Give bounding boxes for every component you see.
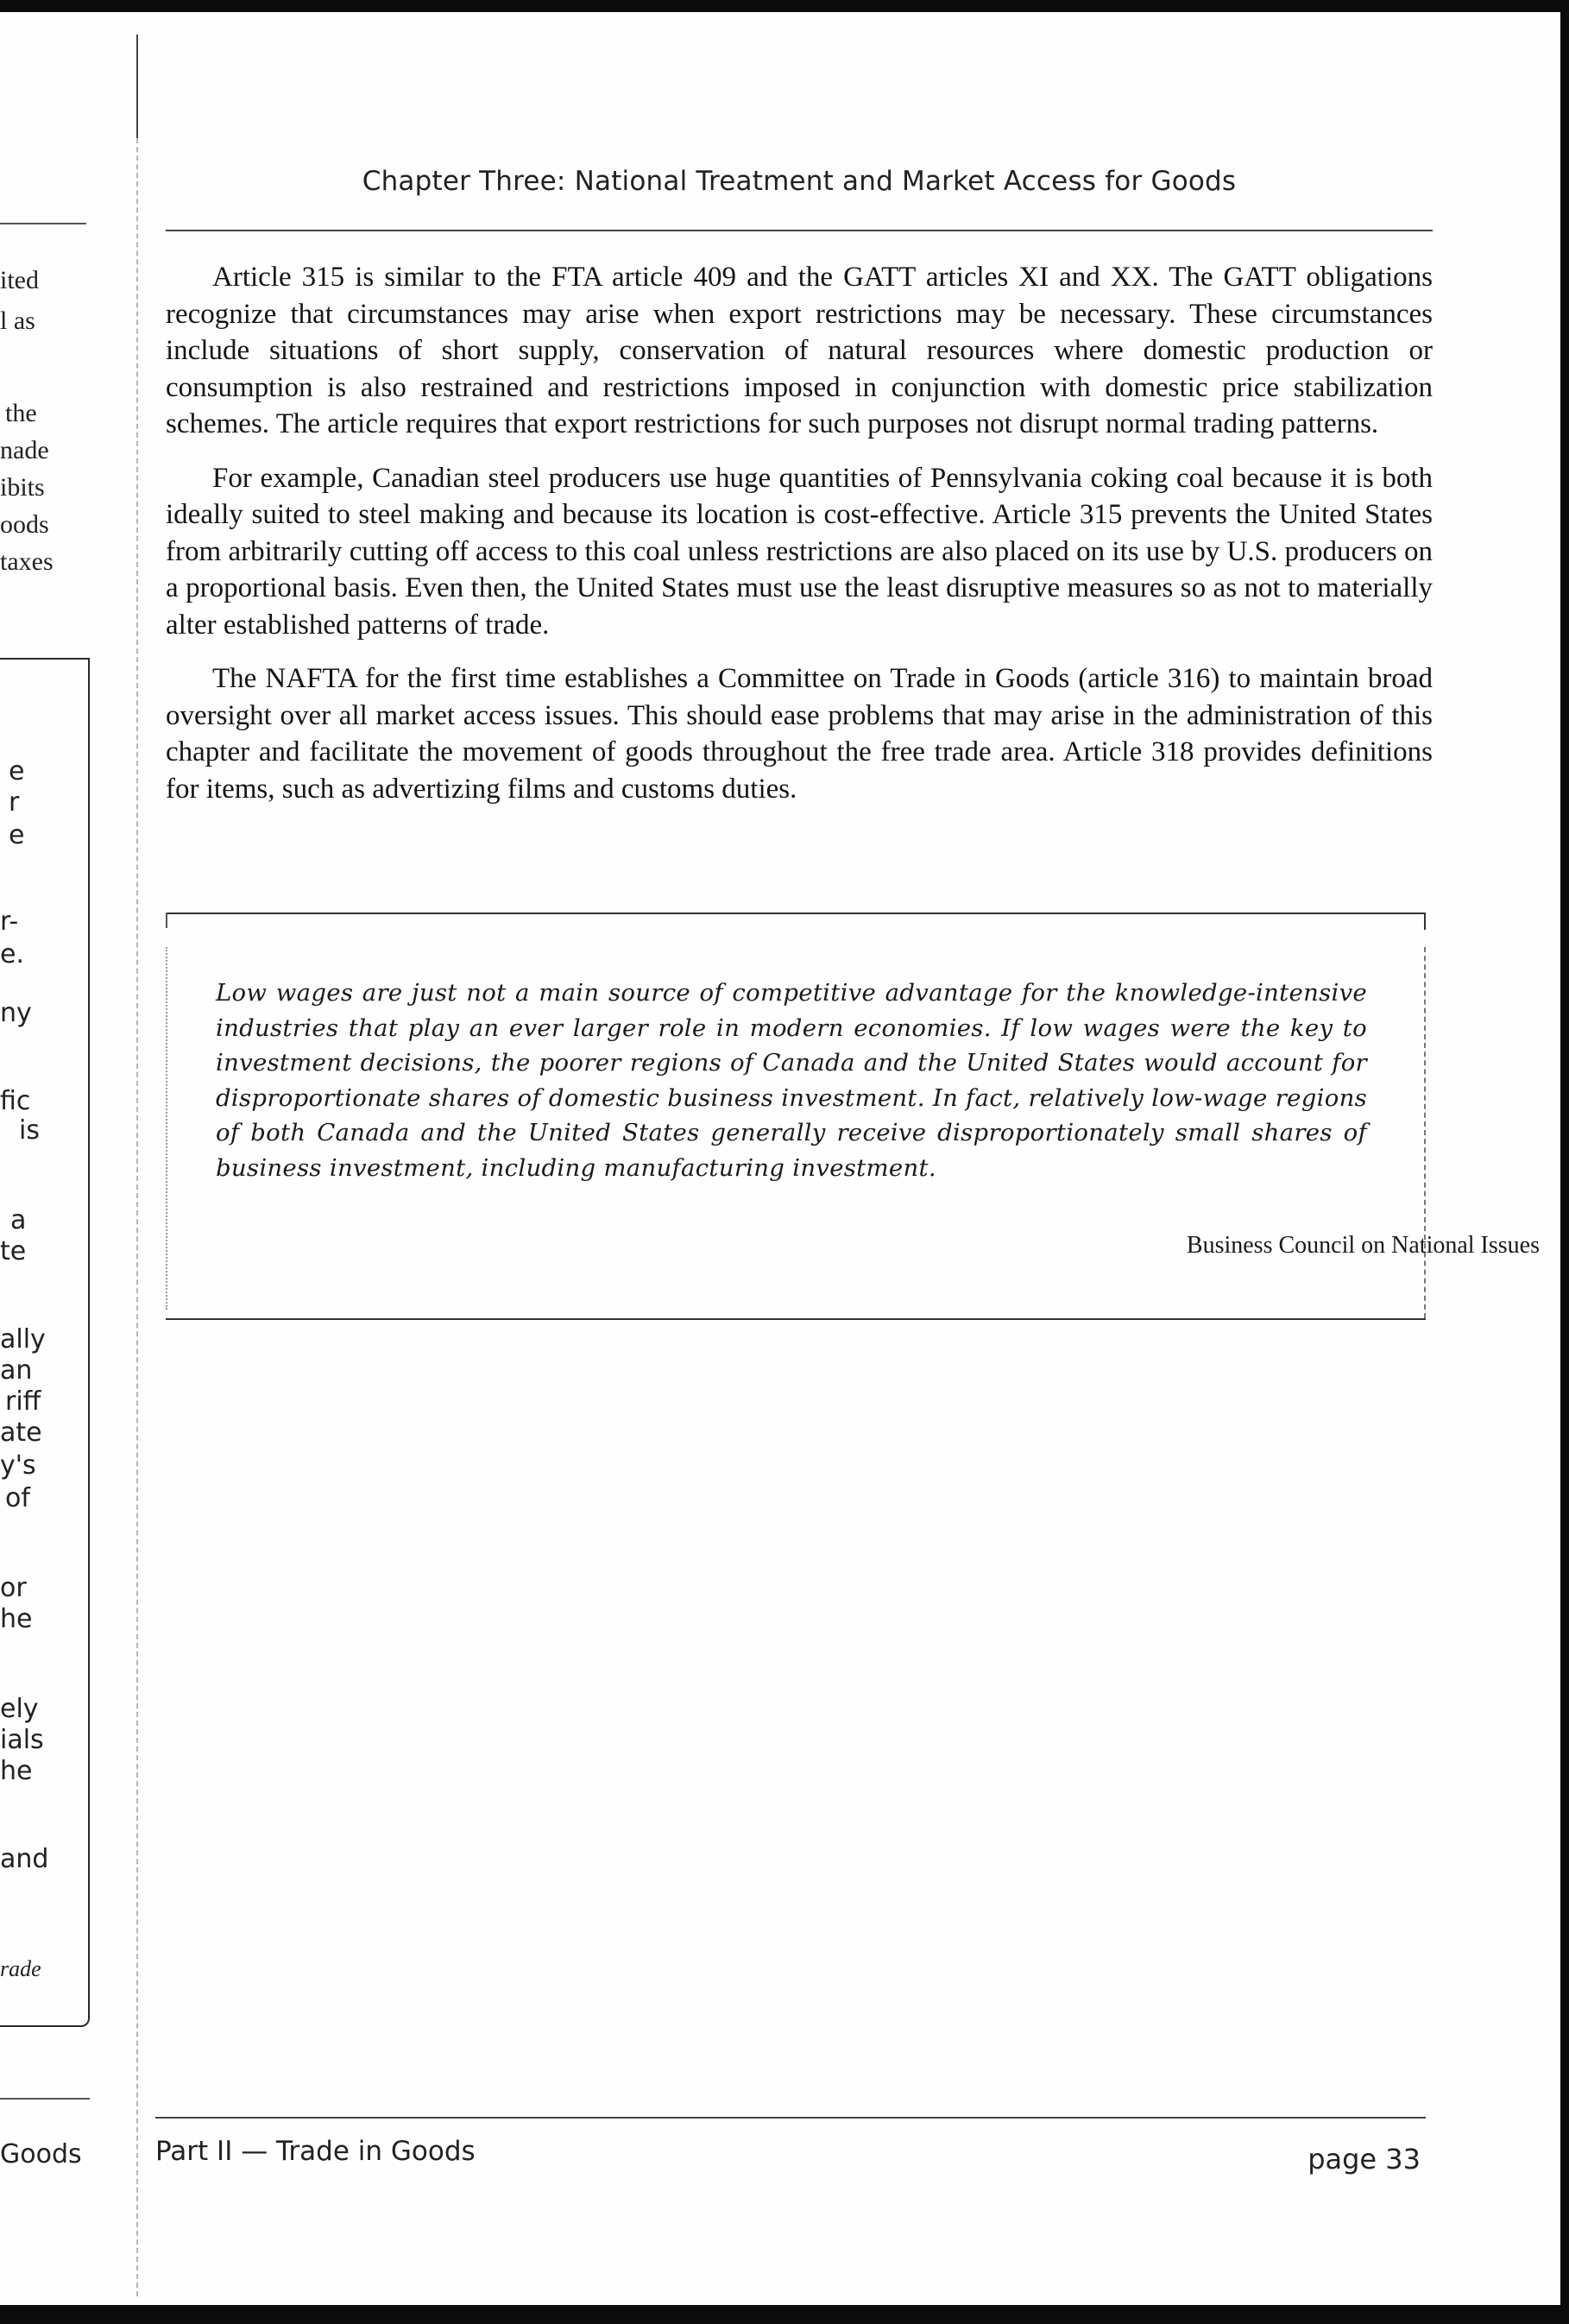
- left-fragment-text: l as: [0, 306, 35, 335]
- quote-text: Low wages are just not a main source of competitive advantage for the knowledge-intensive industries that play an ever larger role in modern economies. If low wages were the key to investment decisions, the poorer regions of Canada and the United States would account for disproportionate shares of domestic business investment. In fact, relatively low-wage regions of both Canada and the United States generally receive disproportionately small shares of business investment, including manufacturing investment.: [216, 979, 1367, 1182]
- scan-border-bottom: [0, 2305, 1569, 2324]
- page-gutter-line: [136, 35, 138, 2296]
- quote-box-left-edge: [166, 947, 167, 1310]
- page-number: page 33: [1308, 2143, 1421, 2176]
- left-fragment-text: the: [5, 399, 37, 427]
- left-fragment-text: y's: [0, 1450, 36, 1481]
- footer-section-label: Part II — Trade in Goods: [155, 2136, 476, 2167]
- left-fragment-text: a: [10, 1205, 27, 1235]
- left-fragment-text: r: [9, 787, 20, 818]
- quote-box-corner: [166, 913, 167, 928]
- left-fragment-text: oods: [0, 510, 49, 539]
- quote-box-bottom-rule: [166, 1318, 1426, 1320]
- left-fragment-text: rade: [0, 1956, 41, 1981]
- quote-box: [166, 913, 1540, 1327]
- left-fragment-text: of: [5, 1483, 30, 1513]
- left-fragment-text: an: [0, 1355, 33, 1386]
- left-fragment-text: and: [0, 1844, 49, 1874]
- left-fragment-text: riff: [5, 1386, 41, 1417]
- paragraph: The NAFTA for the first time establishes a Committee on Trade in Goods (article 316) to maintain broad oversight over all market access issues. This should ease problems that may arise in the administration of this chapter and facilitate the movement of goods throughout the free trade area. Article 318 provides definitions for items, such as advertizing films and customs duties.: [166, 663, 1433, 805]
- left-fragment-text: e: [9, 756, 25, 786]
- left-fragment-text: ited: [0, 266, 39, 294]
- left-fragment-text: he: [0, 1604, 33, 1634]
- left-fragment-text: ny: [0, 998, 32, 1028]
- left-fragment-text: is: [19, 1115, 40, 1146]
- scan-border-right: [1560, 0, 1569, 2324]
- paragraph: For example, Canadian steel producers use huge quantities of Pennsylvania coking coal because it is both ideally suited to steel making and because its location is cost-effective. Article 315 prevents the United States from arbitrarily cutting off access to this coal unless restrictions are also placed on its use by U.S. producers on a proportional basis. Even then, the United States must use the least disruptive measures so as not to materially alter established patterns of trade.: [166, 462, 1433, 641]
- page-gutter-line-top: [136, 35, 138, 138]
- left-fragment-text: taxes: [0, 547, 54, 576]
- left-page-fragment: [0, 0, 129, 2324]
- scan-border-top: [0, 0, 1569, 12]
- left-fragment-text: ials: [0, 1725, 44, 1755]
- left-fragment-text: ibits: [0, 473, 45, 502]
- footer-rule: [155, 2117, 1426, 2119]
- left-fragment-text: e.: [0, 939, 24, 969]
- quote-box-corner: [1424, 913, 1426, 930]
- quote-attribution: Business Council on National Issues: [1186, 1232, 1540, 1259]
- left-fragment-text: e: [9, 820, 25, 850]
- left-fragment-text: he: [0, 1756, 33, 1786]
- left-fragment-text: ate: [0, 1418, 42, 1448]
- quote-box-top-rule: [166, 913, 1426, 914]
- left-page-rule: [0, 223, 86, 224]
- left-fragment-text: r-: [0, 906, 19, 937]
- body-text: [166, 259, 1433, 824]
- left-page-footer-rule: [0, 2098, 90, 2100]
- left-fragment-text: or: [0, 1573, 27, 1603]
- left-fragment-text: nade: [0, 436, 49, 464]
- left-fragment-text: ally: [0, 1324, 46, 1355]
- left-fragment-text: fic: [0, 1086, 31, 1116]
- left-fragment-footer: Goods: [0, 2139, 82, 2169]
- paragraph: Article 315 is similar to the FTA article 409 and the GATT articles XI and XX. The GATT obligations recognize that circumstances may arise when export restrictions may be necessary. These circumstances include situations of short supply, conservation of natural resources where domestic production or consumption is also restrained and restrictions imposed in conjunction with domestic price stabilization schemes. The article requires that export restrictions for such purposes not disrupt normal trading patterns.: [166, 262, 1433, 439]
- quote-box-right-edge: [1424, 947, 1426, 1318]
- left-fragment-text: te: [0, 1236, 27, 1266]
- header-rule: [166, 230, 1433, 231]
- running-head: Chapter Three: National Treatment and Market Access for Goods: [362, 166, 1237, 197]
- left-fragment-text: ely: [0, 1694, 39, 1724]
